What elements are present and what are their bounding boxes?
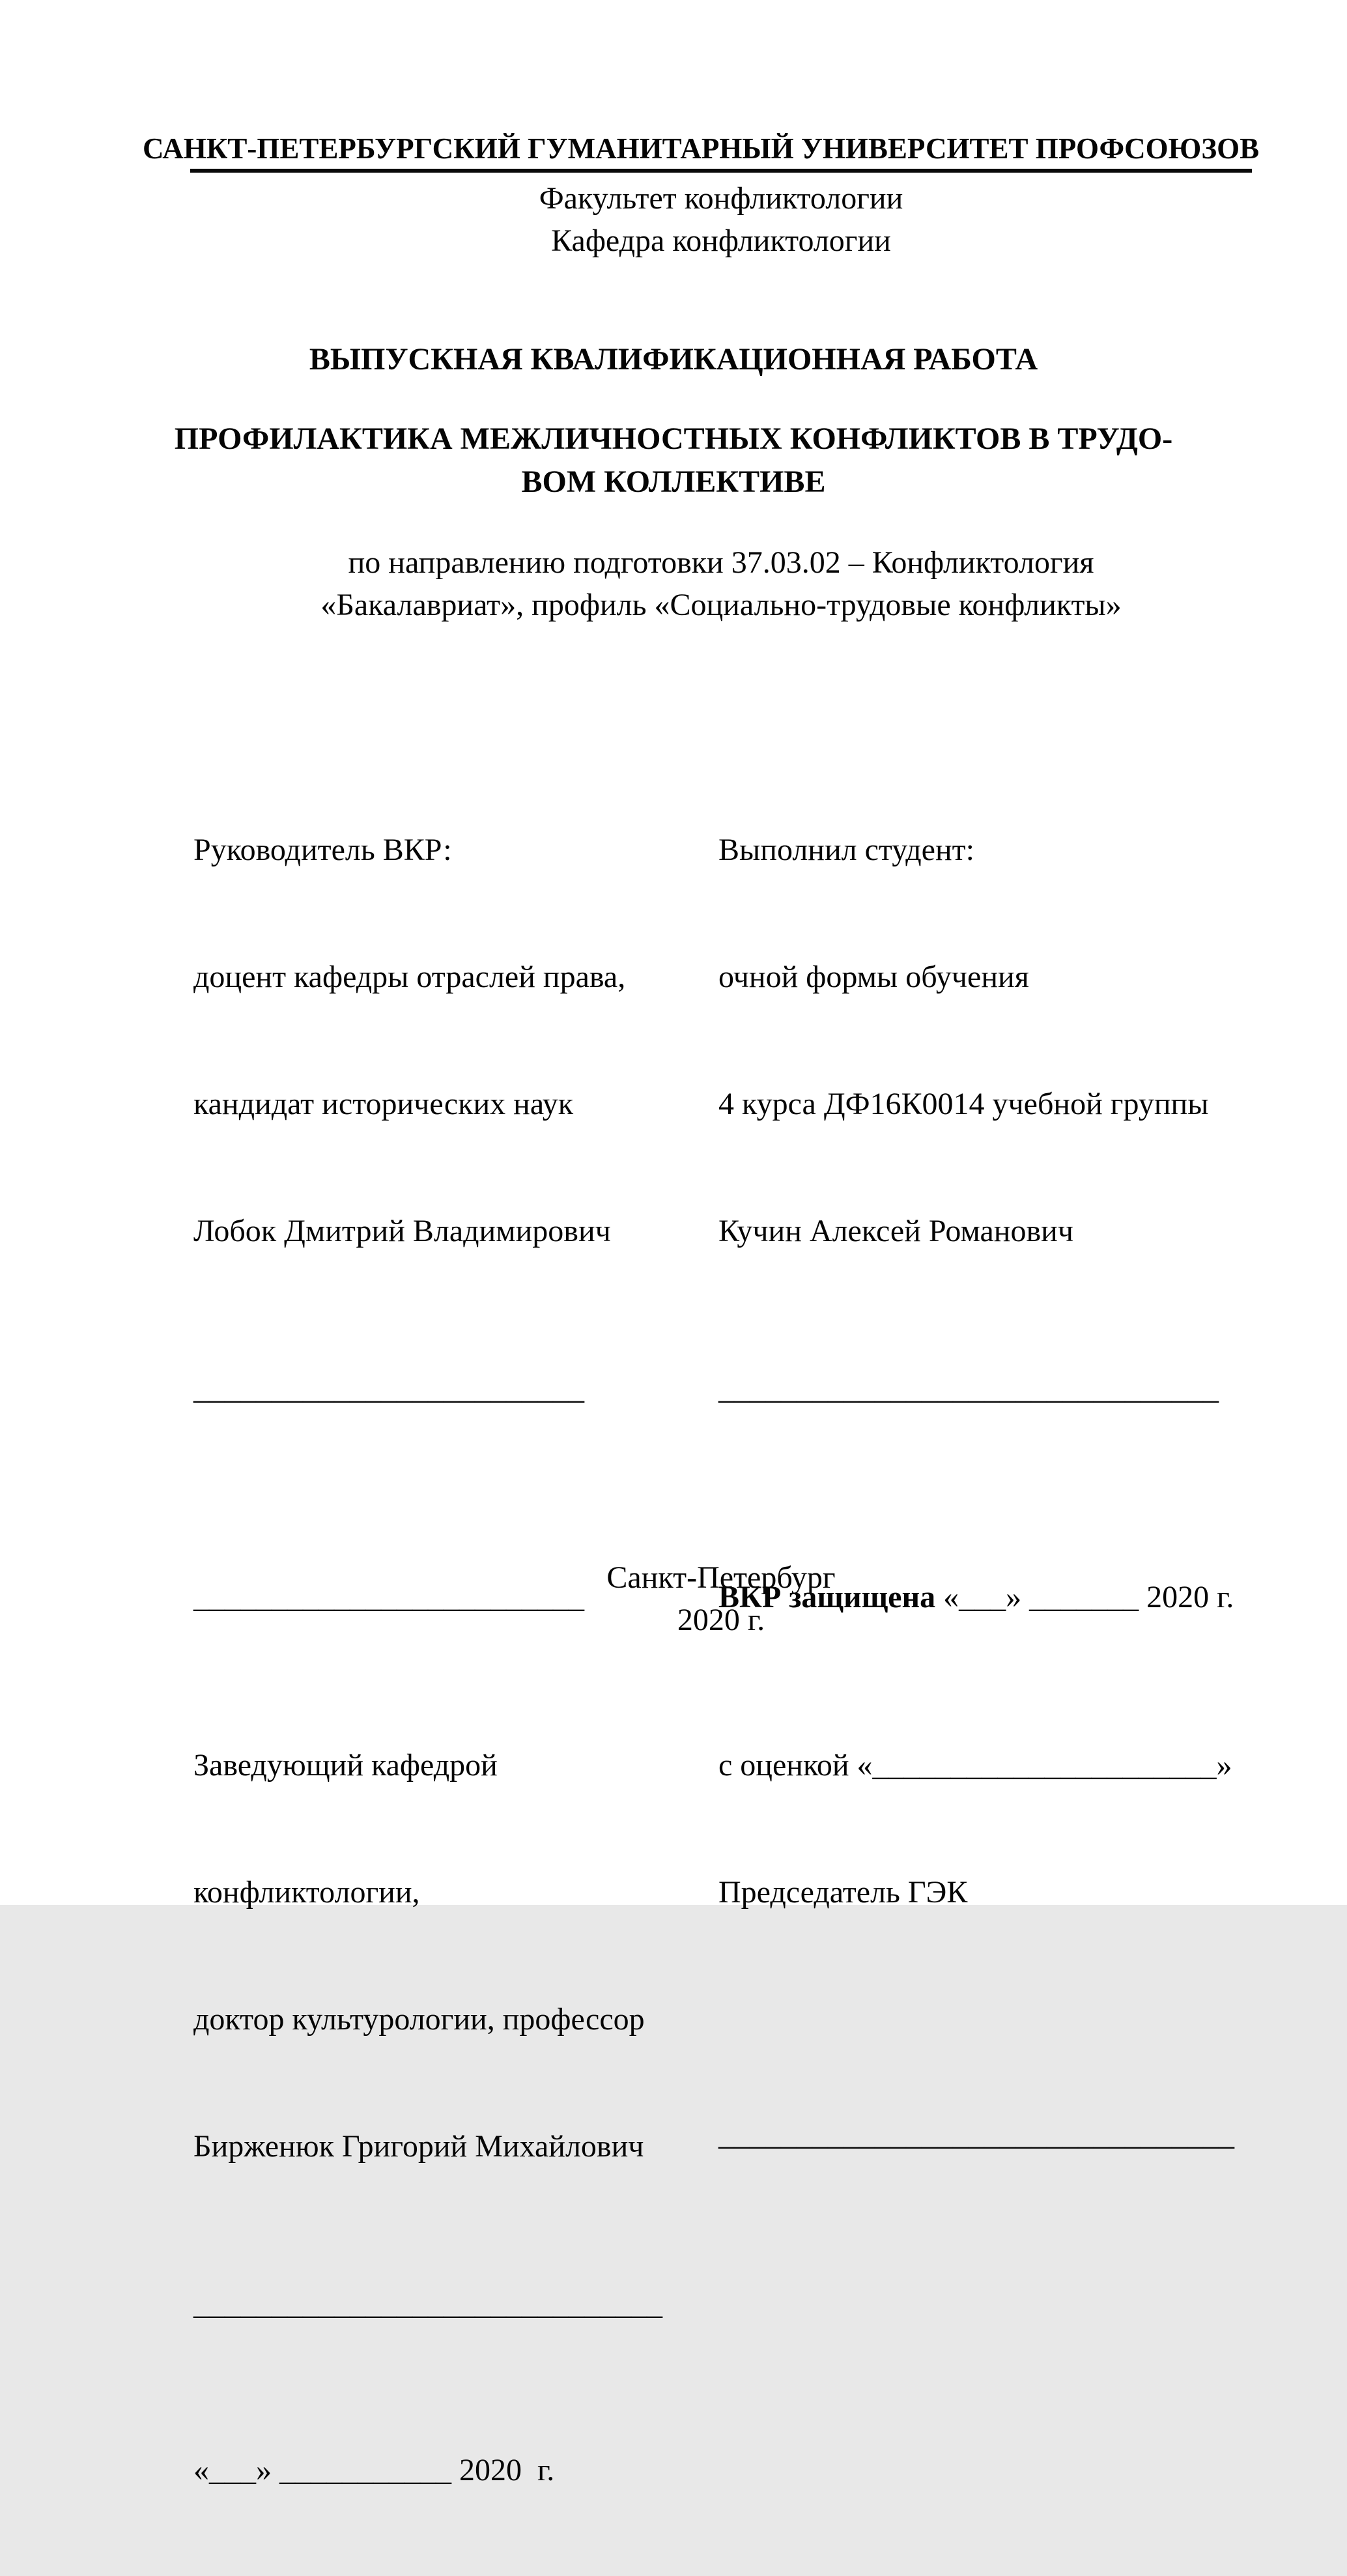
right-column <box>718 744 1253 2240</box>
work-type-heading: ВЫПУСКНАЯ КВАЛИФИКАЦИОННАЯ РАБОТА <box>309 342 1038 377</box>
supervisor-label: Руководитель ВКР: <box>193 833 452 867</box>
head-signature-line-top: _________________________ <box>193 1580 584 1614</box>
supervisor-signature-line: _________________________ <box>193 1371 584 1406</box>
head-degree: доктор культурологии, профессор <box>193 2002 645 2037</box>
left-column <box>193 744 688 2576</box>
direction-block <box>190 541 1252 626</box>
defended-date-blanks: «___» _______ 2020 г. <box>935 1580 1234 1614</box>
student-group: 4 курса ДФ16К0014 учебной группы <box>718 1087 1209 1121</box>
supervisor-degree: кандидат исторических наук <box>193 1087 574 1121</box>
university-name: САНКТ-ПЕТЕРБУРГСКИЙ ГУМАНИТАРНЫЙ УНИВЕРСИТЕТ ПРОФСОЮЗОВ <box>143 132 1260 165</box>
header-rule <box>190 169 1252 173</box>
footer-block <box>190 1556 1252 1641</box>
head-label-line1: Заведующий кафедрой <box>193 1748 498 1782</box>
footer-city: Санкт-Петербург <box>606 1560 836 1595</box>
thesis-subject-line1: ПРОФИЛАКТИКА МЕЖЛИЧНОСТНЫХ КОНФЛИКТОВ В ТРУДО- <box>174 422 1173 456</box>
defended-label: ВКР защищена <box>718 1580 936 1614</box>
affiliation-block <box>190 177 1252 262</box>
department-line: Кафедра конфликтологии <box>551 223 891 258</box>
head-signature-line: ______________________________ <box>193 2287 662 2321</box>
footer-year: 2020 г. <box>677 1603 765 1637</box>
direction-line2: «Бакалавриат», профиль «Социально-трудовые конфликты» <box>320 588 1122 622</box>
student-signature-line: ________________________________ <box>718 1371 1219 1406</box>
head-name: Бирженюк Григорий Михайлович <box>193 2129 644 2164</box>
supervisor-name: Лобок Дмитрий Владимирович <box>193 1214 611 1248</box>
grade-line: с оценкой «______________________» <box>718 1748 1232 1782</box>
head-label-line2: конфликтологии, <box>193 1875 420 1910</box>
direction-line1: по направлению подготовки 37.03.02 – Конфликтология <box>348 545 1094 580</box>
thesis-subject-heading <box>143 418 1204 504</box>
faculty-line: Факультет конфликтологии <box>539 181 903 216</box>
student-study-form: очной формы обучения <box>718 960 1029 994</box>
chairman-signature-line: _________________________________ <box>718 2117 1234 2152</box>
supervisor-position: доцент кафедры отраслей права, <box>193 960 626 994</box>
chairman-label: Председатель ГЭК <box>718 1875 968 1910</box>
head-date-line: «___» ___________ 2020 г. <box>193 2453 555 2487</box>
student-label: Выполнил студент: <box>718 833 974 867</box>
thesis-subject-line2: ВОМ КОЛЛЕКТИВЕ <box>521 465 826 499</box>
student-name: Кучин Алексей Романович <box>718 1214 1073 1248</box>
